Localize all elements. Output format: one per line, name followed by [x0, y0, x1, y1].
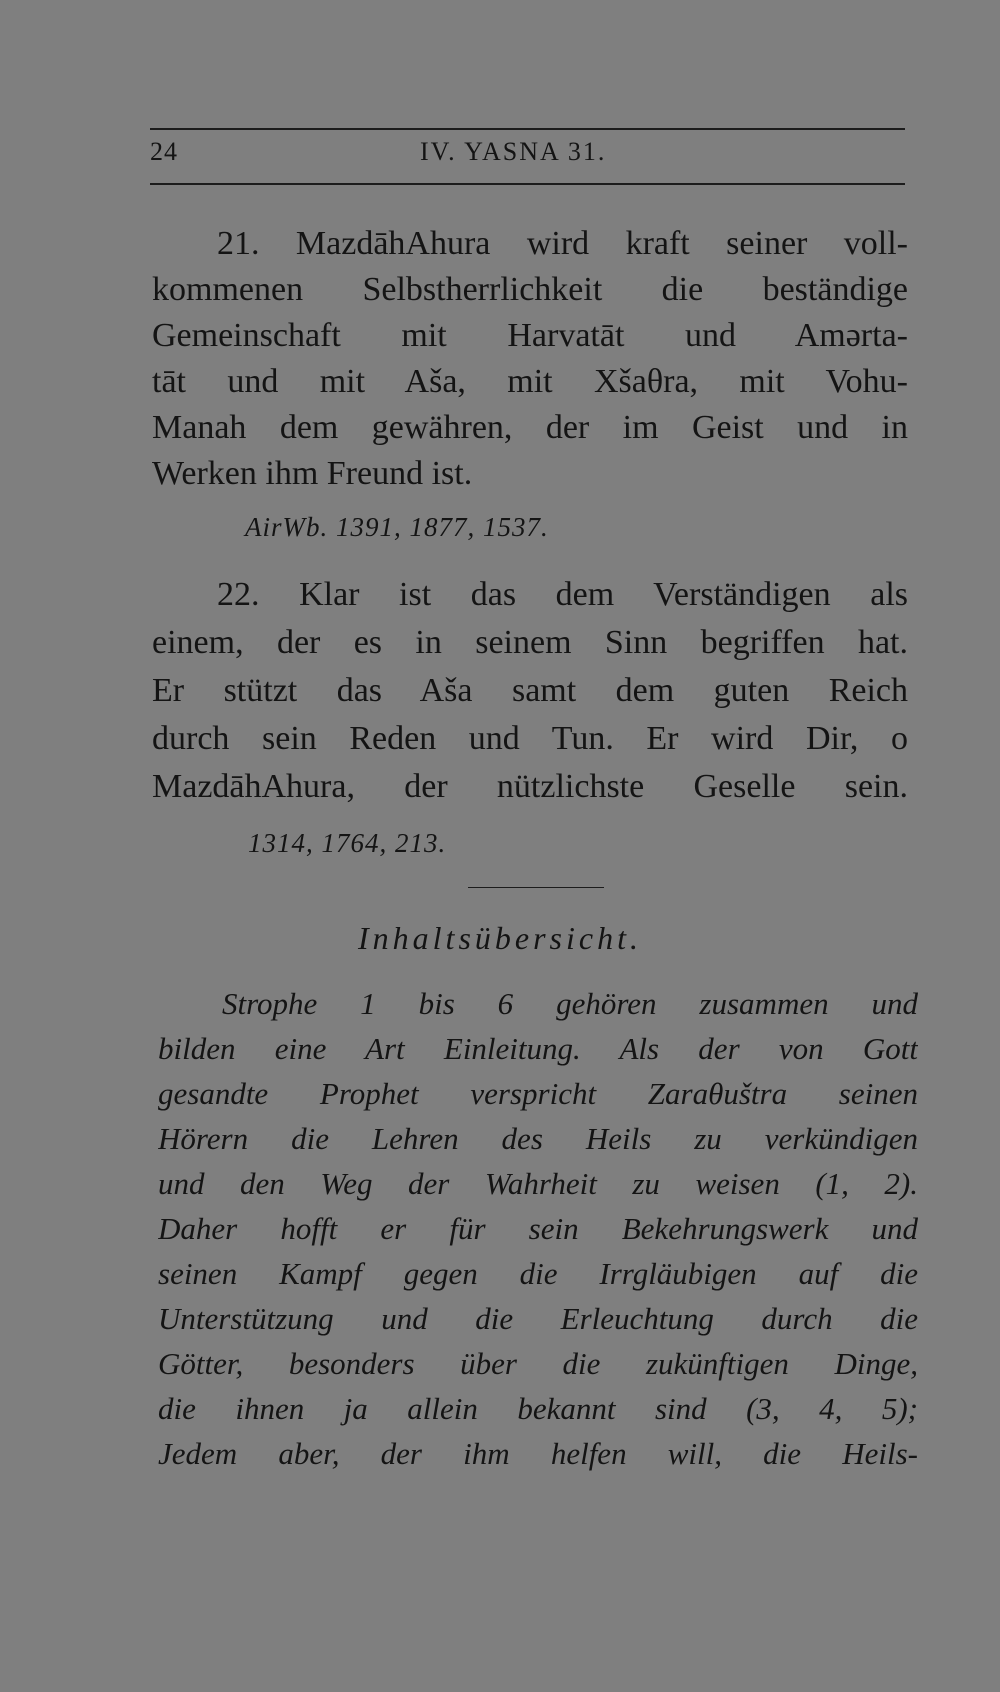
running-header: [150, 137, 905, 173]
verse-22-line: MazdāhAhura, der nützlichste Geselle sein.: [152, 768, 908, 805]
verse-21-line: Werken ihm Freund ist.: [152, 455, 473, 492]
verse-22-line: einem, der es in seinem Sinn begriffen hat.: [152, 624, 908, 661]
section-divider: [468, 887, 604, 888]
verse-21-line: kommenen Selbstherrlichkeit die beständige: [152, 271, 908, 308]
summary-line: Unterstützung und die Erleuchtung durch die: [158, 1301, 918, 1336]
header-bottom-rule: [150, 183, 905, 185]
verse-21-reference: AirWb. 1391, 1877, 1537.: [245, 512, 549, 542]
verse-21-line: Gemeinschaft mit Harvatāt und Amǝrta-: [152, 317, 908, 354]
summary-line: gesandte Prophet verspricht Zaraθuštra seinen: [158, 1076, 918, 1111]
verse-21-line: 21. MazdāhAhura wird kraft seiner voll-: [217, 225, 908, 262]
running-title: IV. YASNA 31.: [420, 137, 607, 166]
summary-line: bilden eine Art Einleitung. Als der von Gott: [158, 1031, 918, 1066]
verse-22-line: durch sein Reden und Tun. Er wird Dir, o: [152, 720, 908, 757]
summary-line: Daher hofft er für sein Bekehrungswerk und: [158, 1211, 918, 1246]
summary-line: Götter, besonders über die zukünftigen Dinge,: [158, 1346, 918, 1381]
page-number: 24: [150, 137, 178, 166]
summary-line: und den Weg der Wahrheit zu weisen (1, 2).: [158, 1166, 918, 1201]
header-top-rule: [150, 128, 905, 130]
summary-line: Hörern die Lehren des Heils zu verkündigen: [158, 1121, 918, 1156]
verse-21-line: tāt und mit Aša, mit Xšaθra, mit Vohu-: [152, 363, 908, 400]
verse-22-line: Er stützt das Aša samt dem guten Reich: [152, 672, 908, 709]
summary-heading: Inhaltsübersicht.: [358, 920, 642, 956]
verse-22-line: 22. Klar ist das dem Verständigen als: [217, 576, 908, 613]
summary-line: die ihnen ja allein bekannt sind (3, 4, 5);: [158, 1391, 918, 1426]
summary-line: Jedem aber, der ihm helfen will, die Heils-: [158, 1436, 918, 1471]
verse-22-reference: 1314, 1764, 213.: [248, 828, 447, 858]
summary-line: seinen Kampf gegen die Irrgläubigen auf die: [158, 1256, 918, 1291]
verse-21-line: Manah dem gewähren, der im Geist und in: [152, 409, 908, 446]
summary-line: Strophe 1 bis 6 gehören zusammen und: [222, 986, 918, 1021]
